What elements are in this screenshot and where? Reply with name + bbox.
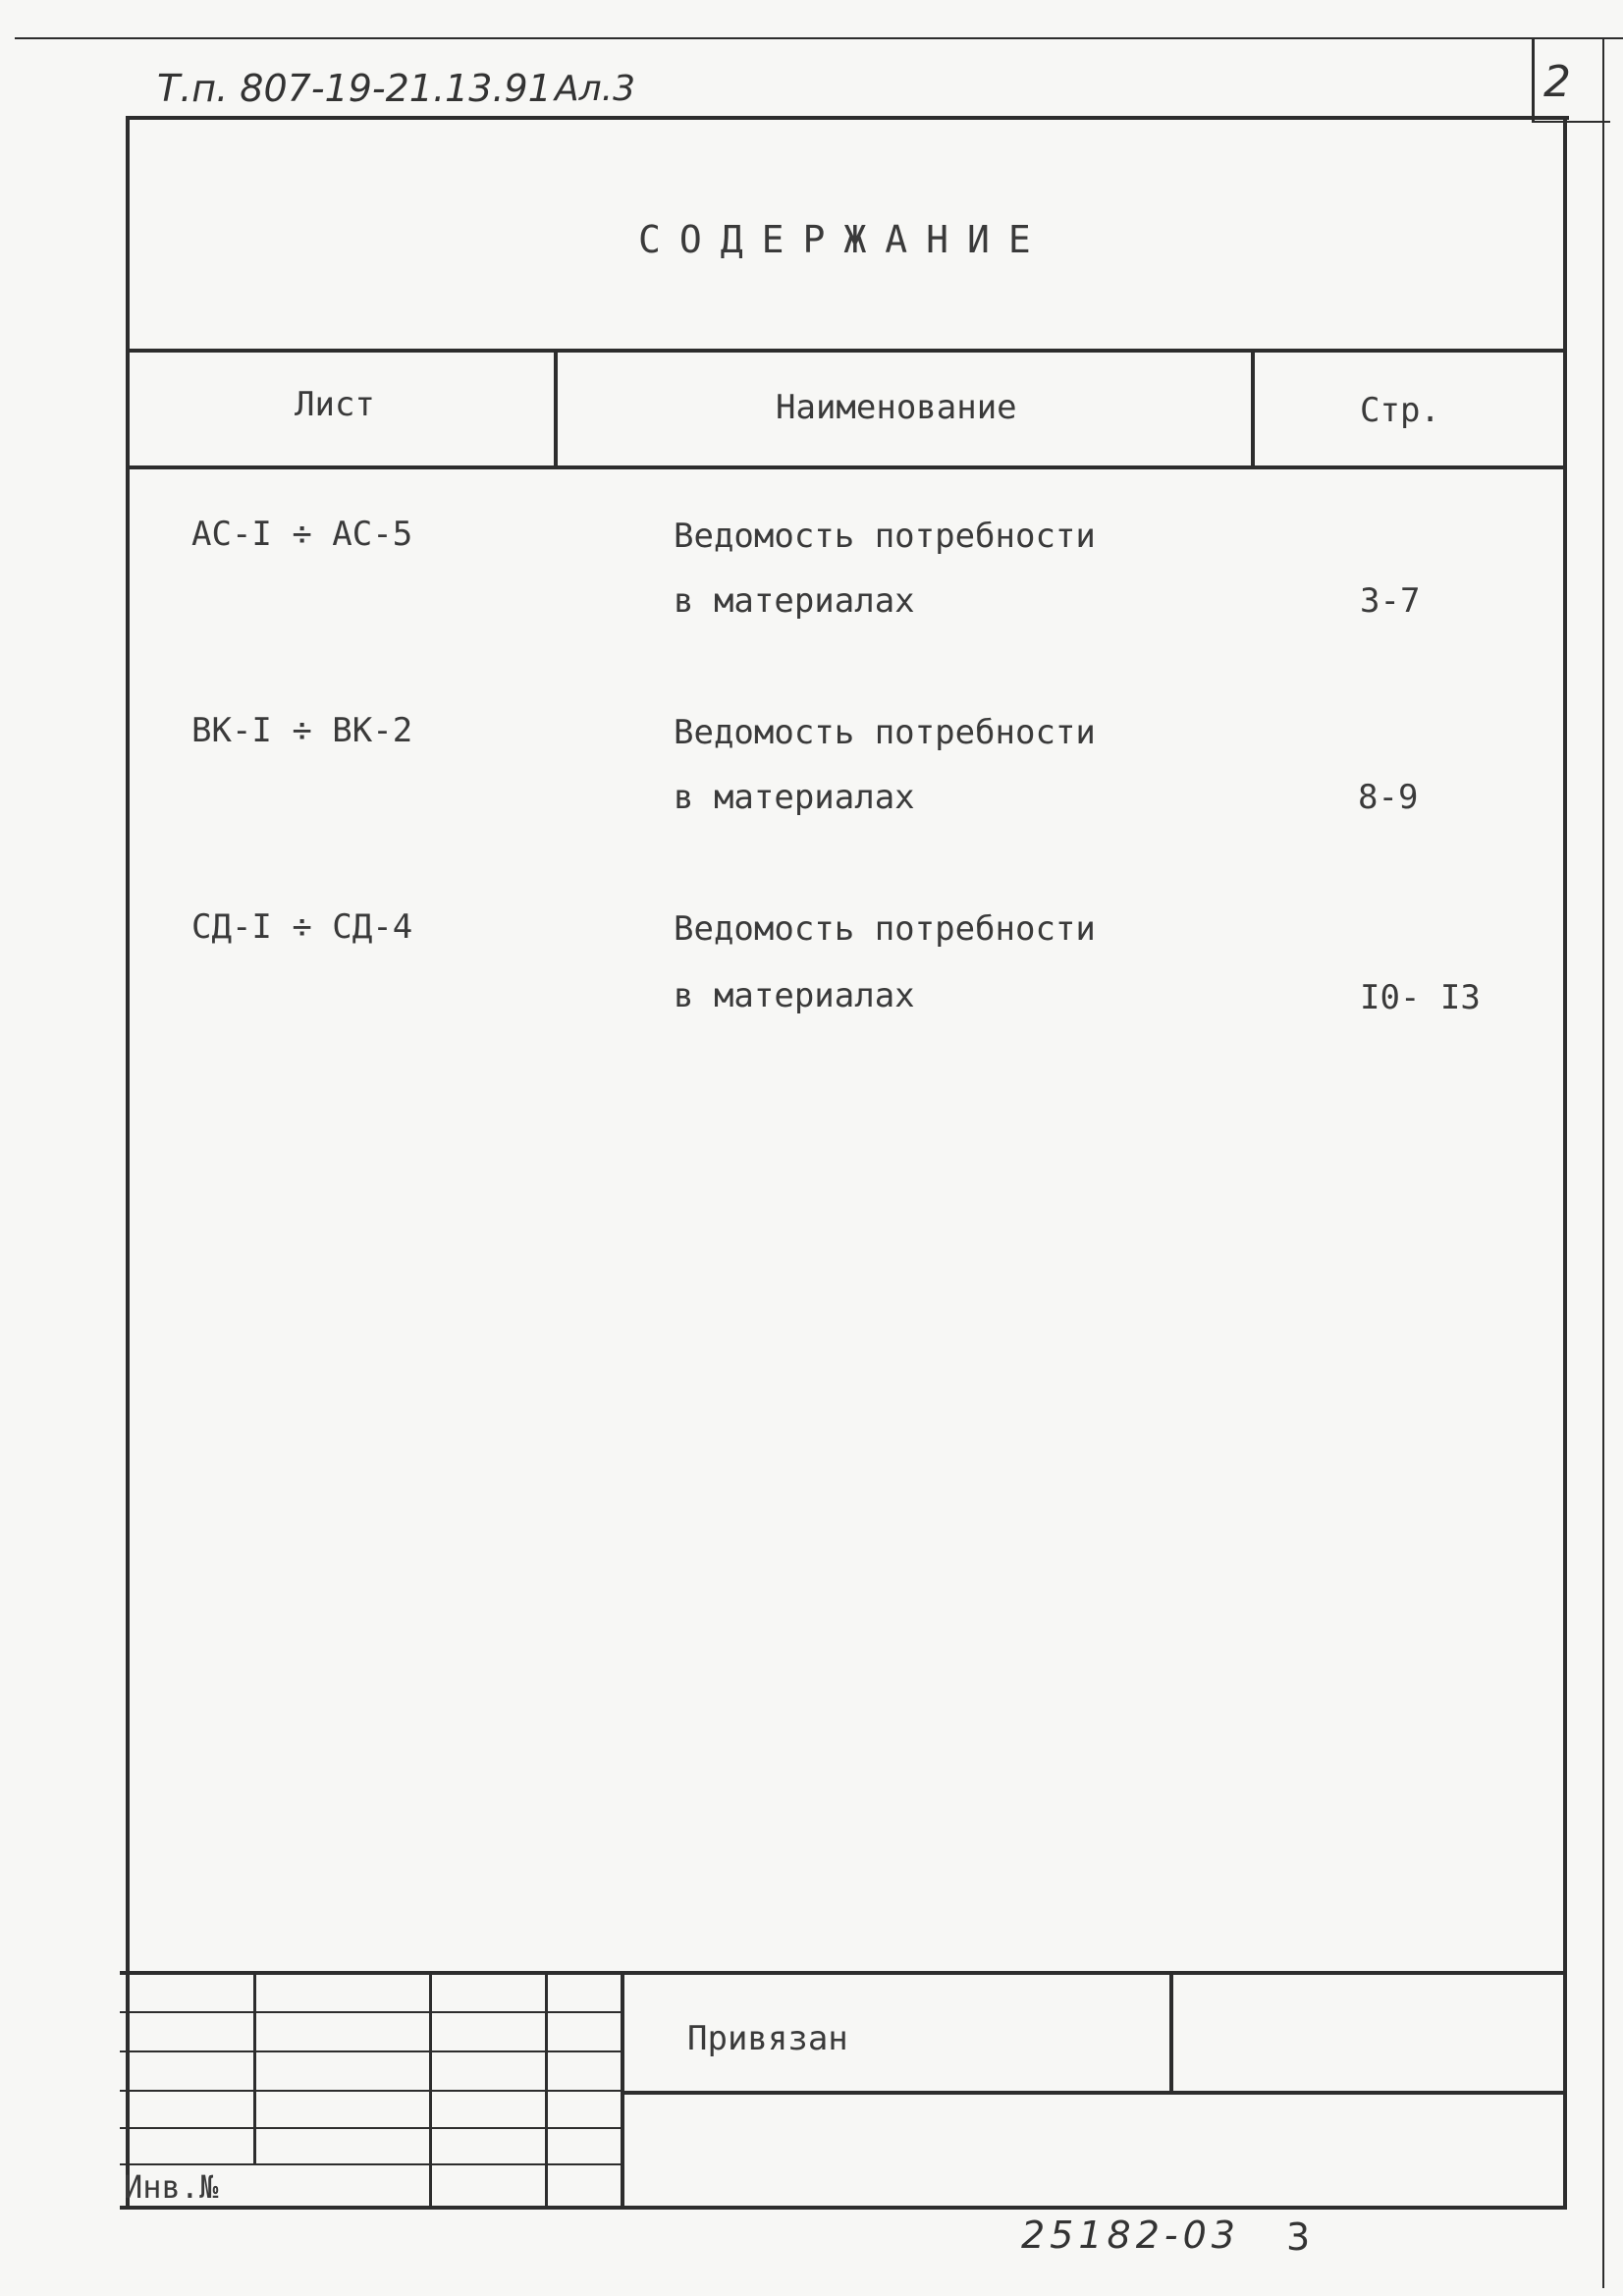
album-number: Ал.3 [555, 69, 635, 109]
row-name-line1: Ведомость потребности [674, 713, 1096, 752]
row-name-line2: в материалах [674, 976, 915, 1015]
page-box-bottom [1532, 121, 1610, 123]
row-name-line2: в материалах [674, 581, 915, 621]
row-sheet: АС-I ÷ АС-5 [191, 515, 413, 554]
col-divider-2 [1251, 351, 1255, 468]
stamp-top [120, 1971, 1567, 1975]
page-title: СОДЕРЖАНИЕ [638, 218, 1050, 261]
row-pages: I0- I3 [1360, 978, 1481, 1017]
column-header-sheet: Лист [295, 385, 375, 424]
row-name-line2: в материалах [674, 778, 915, 817]
row-pages: 3-7 [1360, 581, 1421, 621]
stamp-grid-col [253, 1971, 256, 2165]
document-designation: Т.п. 807-19-21.13.91 [157, 67, 552, 110]
document-code: 25182-03 [1021, 2214, 1240, 2257]
stamp-grid-col [621, 1971, 624, 2208]
row-sheet: ВК-I ÷ ВК-2 [191, 711, 413, 750]
row-name-line1: Ведомость потребности [674, 909, 1096, 949]
frame-bottom [120, 2206, 1567, 2210]
page-box-left [1532, 39, 1535, 123]
frame-left [126, 116, 130, 2208]
table-header-bottom [126, 465, 1567, 469]
row-pages: 8-9 [1358, 778, 1419, 817]
inventory-number-label: Инв.№ [124, 2168, 219, 2206]
stamp-divider-vertical [1169, 1971, 1173, 2095]
page-number: 2 [1543, 57, 1571, 107]
frame-right [1563, 116, 1567, 2208]
linked-label: Привязан [687, 2019, 848, 2058]
table-header-top [126, 349, 1567, 353]
top-rule [15, 37, 1623, 39]
stamp-grid-col [429, 1971, 432, 2208]
frame-top [126, 116, 1569, 120]
right-edge-line [1602, 39, 1604, 2288]
row-name-line1: Ведомость потребности [674, 517, 1096, 556]
col-divider-1 [554, 351, 558, 468]
footer-sheet-number: 3 [1286, 2215, 1311, 2259]
column-header-name: Наименование [776, 388, 1017, 427]
row-sheet: СД-I ÷ СД-4 [191, 907, 413, 947]
stamp-divider-horizontal [621, 2091, 1567, 2095]
stamp-grid-col [545, 1971, 548, 2208]
column-header-pages: Стр. [1360, 391, 1440, 430]
